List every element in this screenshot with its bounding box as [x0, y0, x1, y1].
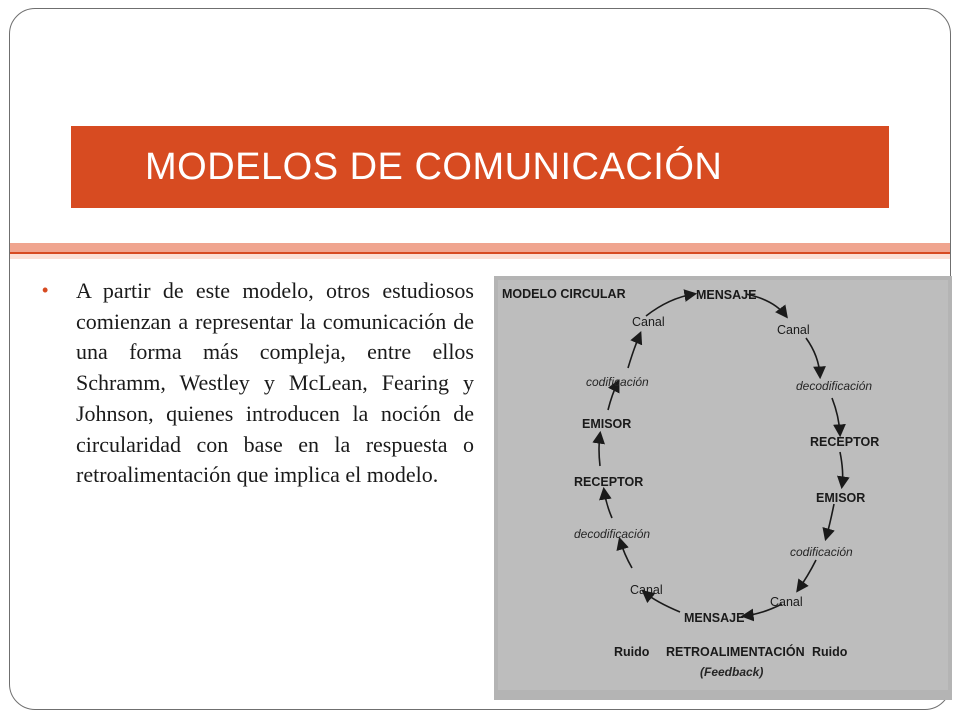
label-canal-top-left: Canal — [632, 315, 665, 329]
bullet-text: A partir de este modelo, otros estudiosos comienzan a representar la comunicación de una forma más compleja, entre ellos Schramm, Westley y McLean, Fearing y Johnson, quienes introducen la noción de circularidad con base en la respuesta o retroalimentación que implica el modelo. — [76, 278, 474, 488]
figure-inner-background — [498, 280, 948, 690]
diagram-title: MODELO CIRCULAR — [502, 287, 626, 301]
label-mensaje-bottom: MENSAJE — [684, 611, 745, 625]
label-emisor-right: EMISOR — [816, 491, 866, 505]
label-receptor-right: RECEPTOR — [810, 435, 880, 449]
label-feedback: (Feedback) — [700, 665, 764, 679]
label-retroalimentacion: RETROALIMENTACIÓN — [666, 645, 805, 659]
title-banner — [71, 126, 889, 208]
circular-model-diagram — [494, 276, 952, 700]
label-receptor-left: RECEPTOR — [574, 475, 644, 489]
label-ruido-left: Ruido — [614, 645, 650, 659]
label-codificacion-left: codificación — [586, 375, 649, 389]
label-decodificacion-right: decodificación — [796, 379, 873, 393]
label-codificacion-right: codificación — [790, 545, 853, 559]
bullet-list — [42, 276, 474, 491]
label-emisor-left: EMISOR — [582, 417, 632, 431]
label-mensaje-top: MENSAJE — [696, 288, 757, 302]
label-canal-bottom-left: Canal — [630, 583, 663, 597]
circular-model-figure — [494, 276, 952, 700]
label-decodificacion-left: decodificación — [574, 527, 651, 541]
bullet-marker: • — [42, 280, 49, 300]
divider-band — [10, 243, 950, 252]
label-ruido-right: Ruido — [812, 645, 848, 659]
label-canal-bottom-right: Canal — [770, 595, 803, 609]
divider-shadow — [10, 254, 950, 259]
label-canal-top-right: Canal — [777, 323, 810, 337]
slide-title: MODELOS DE COMUNICACIÓN — [145, 145, 723, 188]
